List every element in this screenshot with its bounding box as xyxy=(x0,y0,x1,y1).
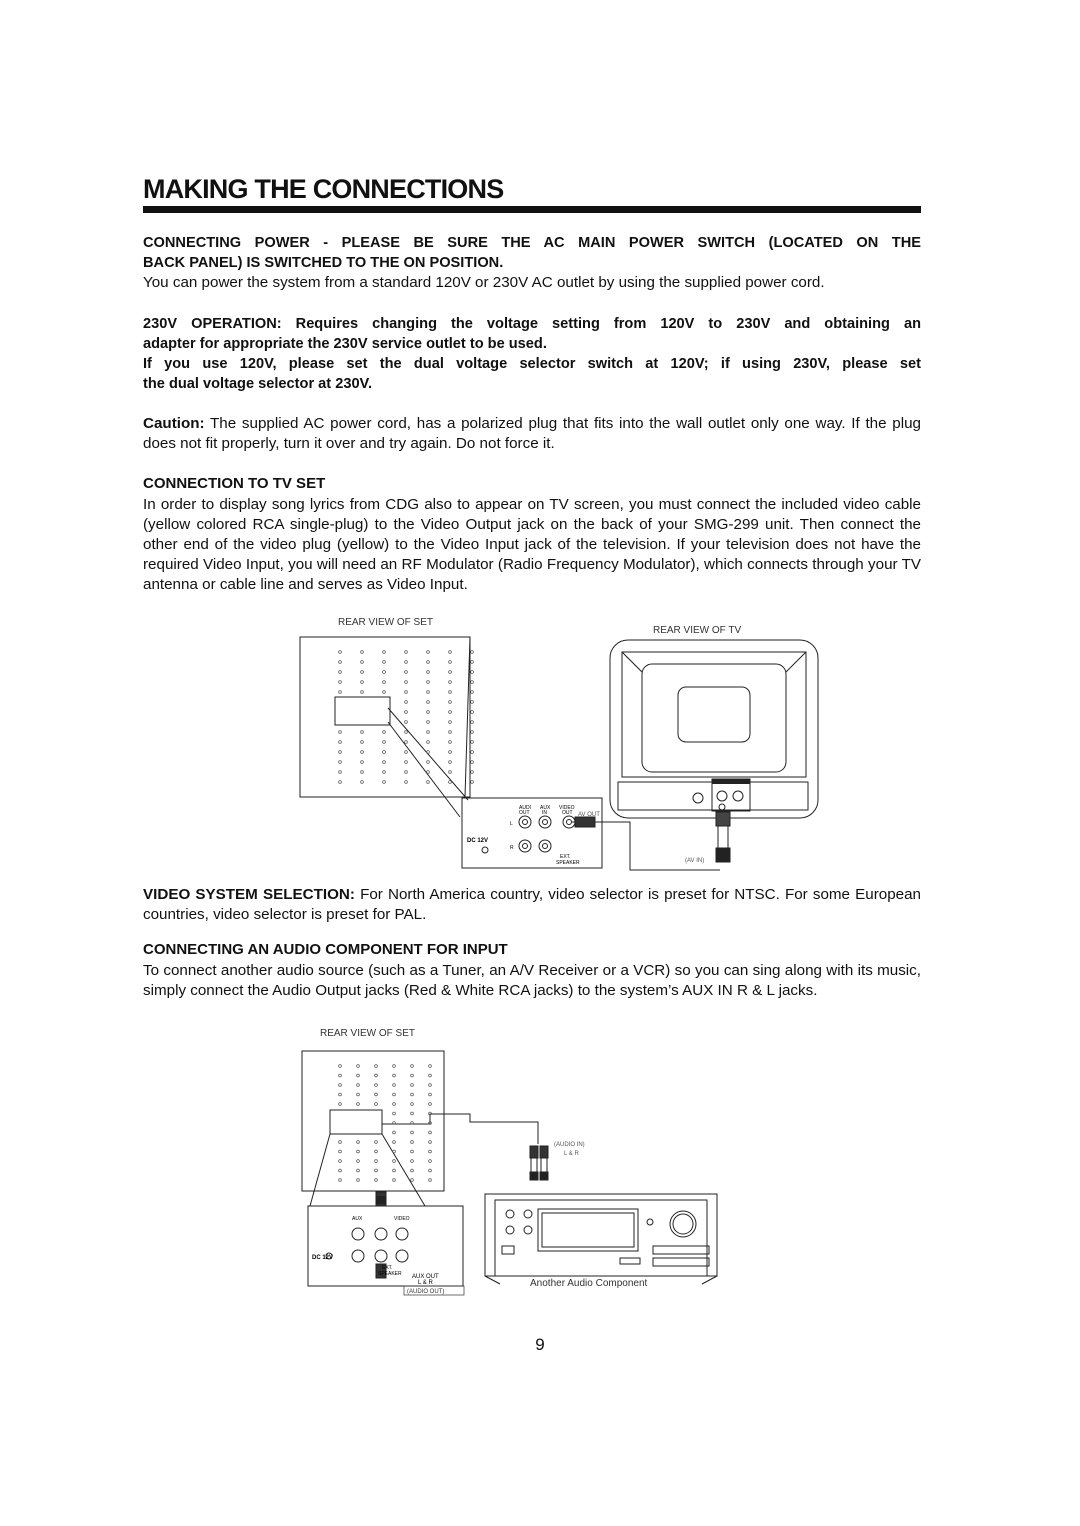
vent-hole xyxy=(471,731,474,734)
vent-hole xyxy=(405,711,408,714)
vent-hole xyxy=(449,761,452,764)
vent-hole xyxy=(427,681,430,684)
vent-hole xyxy=(339,1169,342,1172)
vent-hole xyxy=(375,1169,378,1172)
vent-hole xyxy=(339,731,342,734)
vent-hole xyxy=(449,751,452,754)
audio-cable xyxy=(382,1114,538,1144)
vent-hole xyxy=(471,771,474,774)
vent-hole xyxy=(427,671,430,674)
vent-hole xyxy=(339,1179,342,1182)
vent-hole xyxy=(411,1103,414,1106)
vent-hole xyxy=(471,721,474,724)
vent-hole xyxy=(449,701,452,704)
av-in-plug xyxy=(716,812,730,826)
audio-out-label: (AUDIO OUT) xyxy=(407,1289,445,1295)
vent-hole xyxy=(339,761,342,764)
ext-label: EXT. xyxy=(560,854,571,860)
rear-view-tv-label: REAR VIEW OF TV xyxy=(653,625,742,636)
l-label: L xyxy=(510,821,513,827)
vent-hole xyxy=(393,1179,396,1182)
vent-hole xyxy=(427,711,430,714)
vent-hole xyxy=(339,781,342,784)
av-out-label: AV OUT xyxy=(578,812,600,818)
vent-hole xyxy=(361,781,364,784)
power-heading-line2: BACK PANEL) IS SWITCHED TO THE ON POSITION. xyxy=(143,255,504,271)
tv-vent xyxy=(678,687,750,742)
vent-hole xyxy=(357,1074,360,1077)
vent-hole xyxy=(449,661,452,664)
vent-hole xyxy=(375,1074,378,1077)
vent-hole xyxy=(361,731,364,734)
vent-hole xyxy=(449,691,452,694)
set-jack-panel-2 xyxy=(330,1110,382,1134)
caution-text: The supplied AC power cord, has a polarized plug that fits into the wall outlet only one way. If the plug does not fit properly, turn it over and try again. Do not force it. xyxy=(143,415,921,452)
another-audio-component-label: Another Audio Component xyxy=(530,1278,648,1289)
vent-hole xyxy=(427,691,430,694)
vent-hole xyxy=(339,1141,342,1144)
vent-hole xyxy=(427,771,430,774)
tv-antenna-jack xyxy=(693,793,703,803)
vent-hole xyxy=(411,1150,414,1153)
caution-label: Caution: xyxy=(143,415,205,432)
vent-hole xyxy=(405,681,408,684)
speaker-label: SPEAKER xyxy=(556,860,580,866)
vent-hole xyxy=(383,741,386,744)
vent-hole xyxy=(393,1084,396,1087)
vent-hole xyxy=(429,1179,432,1182)
aux-out-label: AUX OUT xyxy=(412,1274,439,1280)
vent-hole xyxy=(427,661,430,664)
vent-hole xyxy=(429,1065,432,1068)
vent-hole xyxy=(405,671,408,674)
voltage-line4: the dual voltage selector at 230V. xyxy=(143,376,373,392)
voltage-section xyxy=(143,314,921,394)
vent-hole xyxy=(471,701,474,704)
vent-hole xyxy=(361,671,364,674)
aux-out-lr-label: L & R xyxy=(418,1280,433,1286)
vent-hole xyxy=(411,1065,414,1068)
vent-hole xyxy=(357,1169,360,1172)
av-in-label: (AV IN) xyxy=(685,858,705,864)
vent-hole xyxy=(357,1093,360,1096)
vent-hole xyxy=(383,681,386,684)
vent-hole xyxy=(449,671,452,674)
vent-hole xyxy=(405,761,408,764)
vent-hole xyxy=(471,661,474,664)
vent-hole xyxy=(393,1093,396,1096)
vent-hole xyxy=(357,1084,360,1087)
vent-hole xyxy=(375,1150,378,1153)
vent-hole xyxy=(449,651,452,654)
vent-hole xyxy=(383,751,386,754)
vent-hole xyxy=(357,1150,360,1153)
audio-body: To connect another audio source (such as a Tuner, an A/V Receiver or a VCR) so you can sing along with its music, simply connect the Audio Output jacks (Red & White RCA jacks) to the system’s AUX IN R & L jacks. xyxy=(143,962,921,999)
vent-hole xyxy=(405,721,408,724)
vent-hole xyxy=(427,721,430,724)
vent-hole xyxy=(383,761,386,764)
ext-label-2: EXT. xyxy=(382,1265,393,1271)
vent-hole xyxy=(429,1131,432,1134)
vent-hole xyxy=(449,681,452,684)
voltage-line3: If you use 120V, please set the dual voltage selector switch at 120V; if using 230V, please set xyxy=(143,356,921,372)
page-number: 9 xyxy=(535,1335,545,1354)
aux-label-2: AUX xyxy=(352,1216,363,1222)
vent-hole xyxy=(405,661,408,664)
receiver-body xyxy=(485,1194,717,1276)
vent-hole xyxy=(471,781,474,784)
tv-bottom-panel xyxy=(618,782,808,810)
vent-hole xyxy=(339,691,342,694)
vent-hole xyxy=(405,751,408,754)
vent-hole xyxy=(411,1160,414,1163)
vent-hole xyxy=(405,741,408,744)
page-title: MAKING THE CONNECTIONS xyxy=(143,174,504,204)
vent-hole xyxy=(427,701,430,704)
tv-av-in-jack xyxy=(717,791,727,801)
vent-hole xyxy=(429,1160,432,1163)
vent-hole xyxy=(411,1093,414,1096)
vent-hole xyxy=(339,1093,342,1096)
aux-in-label: AUX xyxy=(540,805,551,811)
vent-hole xyxy=(339,681,342,684)
vent-hole xyxy=(357,1065,360,1068)
vent-hole xyxy=(471,761,474,764)
vent-hole xyxy=(339,1160,342,1163)
video-out-label-2: OUT xyxy=(562,810,573,816)
vent-hole xyxy=(393,1103,396,1106)
vent-hole xyxy=(357,1141,360,1144)
video-system-paragraph xyxy=(143,885,921,925)
vent-hole xyxy=(339,1084,342,1087)
power-body: You can power the system from a standard 120V or 230V AC outlet by using the supplied power cord. xyxy=(143,274,825,291)
vent-hole xyxy=(429,1084,432,1087)
zoom-line-1 xyxy=(388,708,468,800)
vent-hole xyxy=(375,1093,378,1096)
vent-hole xyxy=(411,1084,414,1087)
vent-hole xyxy=(471,651,474,654)
vent-hole xyxy=(411,1169,414,1172)
caution-paragraph xyxy=(143,414,921,454)
vent-hole xyxy=(339,1065,342,1068)
vent-hole xyxy=(449,781,452,784)
vent-hole xyxy=(339,1103,342,1106)
dc-label-2: DC 12V xyxy=(312,1255,334,1261)
vent-hole xyxy=(411,1179,414,1182)
tv-heading: CONNECTION TO TV SET xyxy=(143,475,326,492)
vent-hole xyxy=(357,1103,360,1106)
vent-hole xyxy=(429,1103,432,1106)
r-label: R xyxy=(510,845,514,851)
vent-hole xyxy=(411,1141,414,1144)
vent-hole xyxy=(405,701,408,704)
vent-hole xyxy=(339,741,342,744)
vent-hole xyxy=(405,691,408,694)
tv-back-upper xyxy=(622,652,806,777)
dc-label: DC 12V xyxy=(467,838,489,844)
tv-body xyxy=(610,640,818,818)
vent-hole xyxy=(411,1074,414,1077)
vent-hole xyxy=(383,771,386,774)
vent-hole xyxy=(405,771,408,774)
vent-hole xyxy=(383,661,386,664)
vent-hole xyxy=(405,651,408,654)
vent-hole xyxy=(427,751,430,754)
vent-hole xyxy=(361,761,364,764)
vent-hole xyxy=(393,1065,396,1068)
vent-hole xyxy=(393,1074,396,1077)
vent-hole xyxy=(375,1179,378,1182)
vent-hole xyxy=(429,1093,432,1096)
voltage-line2: adapter for appropriate the 230V service outlet to be used. xyxy=(143,336,547,352)
vent-hole xyxy=(427,731,430,734)
vent-hole xyxy=(383,781,386,784)
vent-hole xyxy=(375,1065,378,1068)
vent-hole xyxy=(361,651,364,654)
vent-hole xyxy=(471,741,474,744)
vent-hole xyxy=(427,651,430,654)
audio-heading: CONNECTING AN AUDIO COMPONENT FOR INPUT xyxy=(143,941,508,958)
audio-connection-diagram xyxy=(290,1024,740,1304)
vent-hole xyxy=(375,1160,378,1163)
vent-hole xyxy=(383,651,386,654)
set-jack-panel xyxy=(335,697,390,725)
vent-hole xyxy=(339,1150,342,1153)
vent-hole xyxy=(339,651,342,654)
vent-hole xyxy=(339,671,342,674)
vent-hole xyxy=(449,771,452,774)
vent-hole xyxy=(405,731,408,734)
av-out-plug xyxy=(575,817,595,827)
video-system-label: VIDEO SYSTEM SELECTION: xyxy=(143,886,355,903)
vent-hole xyxy=(411,1112,414,1115)
set-rear-panel-2 xyxy=(302,1051,444,1191)
vent-hole xyxy=(449,711,452,714)
title-rule xyxy=(143,206,921,213)
vent-hole xyxy=(375,1141,378,1144)
vent-hole xyxy=(471,711,474,714)
vent-hole xyxy=(449,731,452,734)
video-out-label: VIDEO xyxy=(559,805,575,811)
vent-hole xyxy=(393,1112,396,1115)
vent-hole xyxy=(339,661,342,664)
vent-hole xyxy=(449,741,452,744)
vent-hole xyxy=(393,1160,396,1163)
vent-hole xyxy=(405,781,408,784)
vent-hole xyxy=(361,751,364,754)
vent-hole xyxy=(361,741,364,744)
voltage-line1: 230V OPERATION: Requires changing the voltage setting from 120V to 230V and obtaining an xyxy=(143,316,921,332)
vent-hole xyxy=(393,1141,396,1144)
receiver-display xyxy=(538,1209,638,1251)
tv-connection-diagram xyxy=(280,612,840,882)
aux-in-label-2: IN xyxy=(542,810,547,816)
vent-hole xyxy=(471,691,474,694)
vent-hole xyxy=(375,1103,378,1106)
vent-hole xyxy=(429,1141,432,1144)
vent-hole xyxy=(471,751,474,754)
vent-hole xyxy=(411,1131,414,1134)
vent-hole xyxy=(449,721,452,724)
vent-hole xyxy=(393,1131,396,1134)
zoomed-jack-panel xyxy=(462,798,602,868)
audio-in-label: (AUDIO IN) xyxy=(554,1142,585,1148)
power-section xyxy=(143,233,921,293)
speaker-label-2: SPEAKER xyxy=(378,1271,402,1277)
vent-hole xyxy=(427,741,430,744)
vent-hole xyxy=(357,1179,360,1182)
vent-hole xyxy=(383,691,386,694)
vent-hole xyxy=(471,681,474,684)
vent-hole xyxy=(361,661,364,664)
vent-hole xyxy=(375,1084,378,1087)
vent-hole xyxy=(429,1150,432,1153)
volume-knob-icon xyxy=(670,1211,696,1237)
vent-hole xyxy=(361,691,364,694)
power-heading-line1: CONNECTING POWER - PLEASE BE SURE THE AC MAIN POWER SWITCH (LOCATED ON THE xyxy=(143,235,921,251)
audi-out-label: AUDI xyxy=(519,805,531,811)
rear-view-set-label: REAR VIEW OF SET xyxy=(338,617,434,628)
tv-body: In order to display song lyrics from CDG also to appear on TV screen, you must connect the included video cable (yellow colored RCA single-plug) to the Video Output jack on the back of your SMG-299 unit. Then connect the other end of the video plug (yellow) to the Video Input jack of the television. If your television does not have the required Video Input, you will need an RF Modulator (Radio Frequency Modulator), which connects through your TV antenna or cable line and serves as Video Input. xyxy=(143,496,921,593)
vent-hole xyxy=(361,681,364,684)
video-label-2: VIDEO xyxy=(394,1216,410,1222)
vent-hole xyxy=(427,781,430,784)
vent-hole xyxy=(361,771,364,774)
vent-hole xyxy=(393,1169,396,1172)
vent-hole xyxy=(339,771,342,774)
vent-hole xyxy=(471,671,474,674)
vent-hole xyxy=(339,1074,342,1077)
vent-hole xyxy=(429,1169,432,1172)
vent-hole xyxy=(429,1074,432,1077)
vent-hole xyxy=(339,751,342,754)
vent-hole xyxy=(427,761,430,764)
vent-hole xyxy=(357,1160,360,1163)
video-system-text: For North America country, video selector is preset for NTSC. For some European countries, video selector is preset for PAL. xyxy=(143,886,921,923)
vent-hole xyxy=(383,671,386,674)
rear-view-set-label-2: REAR VIEW OF SET xyxy=(320,1028,416,1039)
zoom-line-2 xyxy=(388,722,460,817)
vent-hole xyxy=(383,731,386,734)
audi-out-label-2: OUT xyxy=(519,810,530,816)
audio-in-lr-label: L & R xyxy=(564,1151,579,1157)
